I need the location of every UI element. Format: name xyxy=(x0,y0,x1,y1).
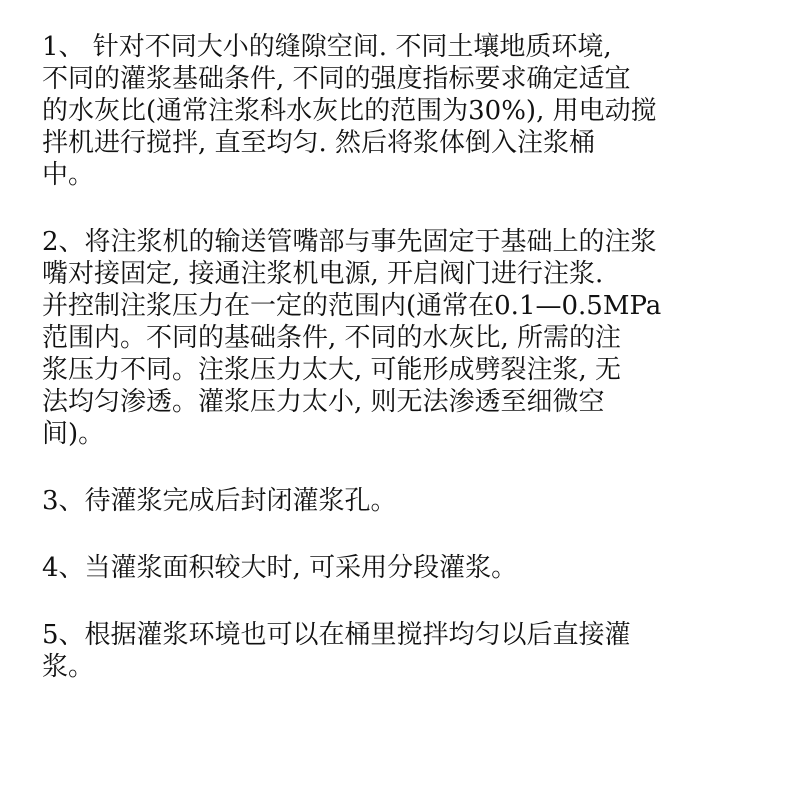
text-line: 法均匀渗透。灌浆压力太小, 则无法渗透至细微空 xyxy=(42,387,605,417)
text-line: 1、 针对不同大小的缝隙空间. 不同土壤地质环境, xyxy=(42,32,612,62)
text-line: 拌机进行搅拌, 直至均匀. 然后将浆体倒入注浆桶 xyxy=(42,128,596,158)
paragraph-step-1 xyxy=(42,31,780,191)
text-line: 浆。 xyxy=(42,652,95,682)
paragraph-step-4 xyxy=(42,552,780,584)
text-line: 嘴对接固定, 接通注浆机电源, 开启阀门进行注浆. xyxy=(42,259,604,289)
paragraph-step-3 xyxy=(42,485,780,517)
text-line: 并控制注浆压力在一定的范围内(通常在0.1—0.5MPa xyxy=(42,291,662,321)
text-line: 的水灰比(通常注浆科水灰比的范围为30%), 用电动搅 xyxy=(42,96,657,126)
text-line: 中。 xyxy=(42,160,95,190)
text-line: 2、将注浆机的输送管嘴部与事先固定于基础上的注浆 xyxy=(42,227,657,257)
text-line: 范围内。不同的基础条件, 不同的水灰比, 所需的注 xyxy=(42,323,622,353)
text-line: 4、当灌浆面积较大时, 可采用分段灌浆。 xyxy=(42,553,518,583)
paragraph-step-2 xyxy=(42,226,780,450)
text-line: 不同的灌浆基础条件, 不同的强度指标要求确定适宜 xyxy=(42,64,631,94)
paragraph-step-5 xyxy=(42,619,780,683)
text-line: 间)。 xyxy=(42,419,105,449)
text-line: 5、根据灌浆环境也可以在桶里搅拌均匀以后直接灌 xyxy=(42,620,631,650)
text-line: 浆压力不同。注浆压力太大, 可能形成劈裂注浆, 无 xyxy=(42,355,622,385)
text-line: 3、待灌浆完成后封闭灌浆孔。 xyxy=(42,486,397,516)
